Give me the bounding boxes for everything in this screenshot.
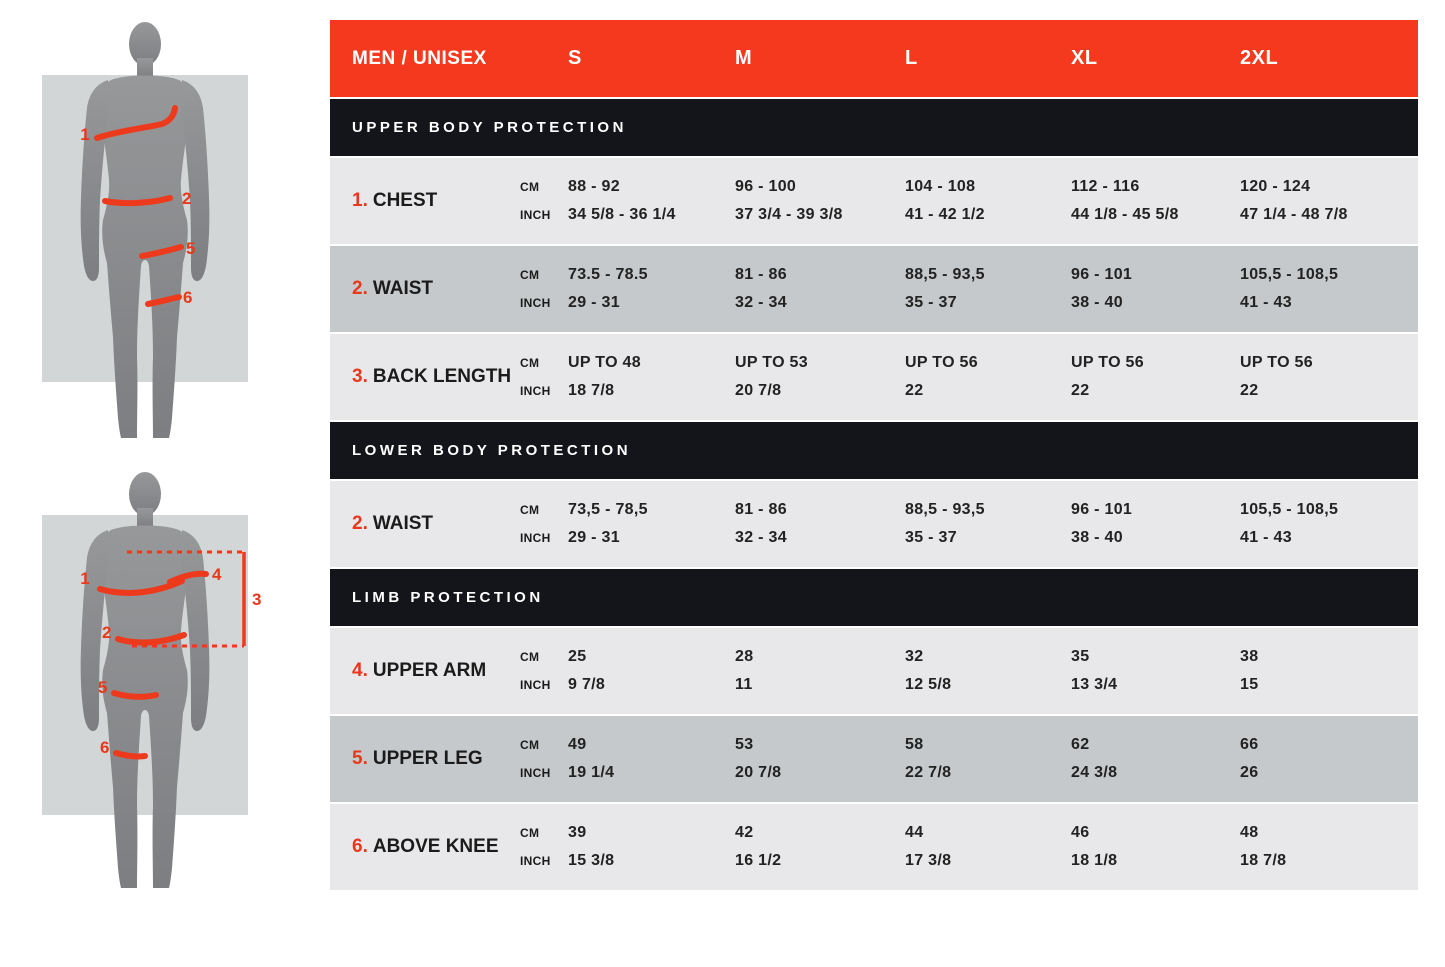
- row-number: 2.: [352, 278, 368, 299]
- size-value-cell-2xl: UP TO 56 22: [1240, 354, 1313, 399]
- row-number: 4.: [352, 660, 368, 681]
- size-value-cell-s: UP TO 48 18 7/8: [568, 354, 641, 399]
- unit-inch-label: INCH: [520, 208, 551, 222]
- row-number: 2.: [352, 513, 368, 534]
- row-label: [330, 748, 520, 770]
- lower-body-rows: [330, 481, 1418, 567]
- front-figure-illustration: [40, 18, 250, 442]
- unit-labels: [520, 173, 568, 229]
- size-value-cell-l: 104 - 108 41 - 42 1/2: [905, 178, 985, 223]
- marker-3: 3: [252, 590, 262, 609]
- measurement-line-above-knee: [116, 753, 145, 756]
- size-value-cell-m: 81 - 86 32 - 34: [735, 266, 787, 311]
- size-column-header-s: S: [568, 47, 582, 69]
- size-value-cell-s: 49 19 1/4: [568, 736, 615, 781]
- size-value-cell-s: 73,5 - 78,5 29 - 31: [568, 501, 648, 546]
- unit-inch-label: INCH: [520, 854, 551, 868]
- row-name: UPPER LEG: [372, 748, 483, 769]
- size-value-cell-s: 25 9 7/8: [568, 648, 606, 693]
- size-value-cell-s: 73.5 - 78.5 29 - 31: [568, 266, 648, 311]
- section-header-upper-body: [330, 99, 1418, 156]
- marker-1: 1: [80, 569, 90, 588]
- back-figure-illustration: [40, 462, 270, 897]
- unit-cm-label: CM: [520, 356, 540, 370]
- row-name: WAIST: [372, 513, 434, 534]
- size-value-cell-l: 44 17 3/8: [905, 824, 952, 869]
- size-value-cell-m: 28 11: [735, 648, 754, 693]
- table-title: MEN / UNISEX: [352, 47, 487, 69]
- table-row: [330, 628, 1418, 714]
- size-value-cell-l: 32 12 5/8: [905, 648, 952, 693]
- unit-labels: [520, 349, 568, 405]
- row-number: 1.: [352, 190, 368, 211]
- unit-inch-label: INCH: [520, 766, 551, 780]
- row-name: CHEST: [372, 190, 438, 211]
- row-label: [330, 366, 520, 388]
- marker-4: 4: [212, 565, 222, 584]
- row-label: [330, 278, 520, 300]
- size-value-cell-l: 88,5 - 93,5 35 - 37: [905, 501, 985, 546]
- row-number: 6.: [352, 836, 368, 857]
- table-row: [330, 158, 1418, 244]
- size-column-header-2xl: 2XL: [1240, 47, 1279, 69]
- size-value-cell-l: UP TO 56 22: [905, 354, 978, 399]
- size-value-cell-2xl: 105,5 - 108,5 41 - 43: [1240, 501, 1339, 546]
- row-number: 3.: [352, 366, 368, 387]
- unit-cm-label: CM: [520, 650, 540, 664]
- size-value-cell-2xl: 120 - 124 47 1/4 - 48 7/8: [1240, 178, 1348, 223]
- size-value-cell-m: 96 - 100 37 3/4 - 39 3/8: [735, 178, 843, 223]
- row-name: ABOVE KNEE: [372, 836, 499, 857]
- marker-2: 2: [102, 623, 112, 642]
- unit-cm-label: CM: [520, 826, 540, 840]
- size-column-header-xl: XL: [1071, 47, 1098, 69]
- row-label: [330, 660, 520, 682]
- unit-inch-label: INCH: [520, 531, 551, 545]
- unit-cm-label: CM: [520, 738, 540, 752]
- unit-cm-label: CM: [520, 503, 540, 517]
- upper-body-rows: [330, 158, 1418, 420]
- size-value-cell-s: 39 15 3/8: [568, 824, 615, 869]
- row-name: WAIST: [372, 278, 434, 299]
- unit-inch-label: INCH: [520, 384, 551, 398]
- size-value-cell-2xl: 105,5 - 108,5 41 - 43: [1240, 266, 1339, 311]
- row-label: [330, 190, 520, 212]
- table-row: [330, 334, 1418, 420]
- size-value-cell-xl: 96 - 101 38 - 40: [1071, 501, 1133, 546]
- table-row: [330, 804, 1418, 890]
- section-title: LOWER BODY PROTECTION: [352, 442, 632, 459]
- marker-5: 5: [98, 678, 108, 697]
- size-value-cell-xl: 35 13 3/4: [1071, 648, 1118, 693]
- marker-2: 2: [182, 189, 192, 208]
- size-value-cell-xl: 96 - 101 38 - 40: [1071, 266, 1133, 311]
- row-label: [330, 513, 520, 535]
- table-row: [330, 481, 1418, 567]
- size-value-cell-l: 58 22 7/8: [905, 736, 952, 781]
- size-value-cell-xl: 46 18 1/8: [1071, 824, 1118, 869]
- table-row: [330, 716, 1418, 802]
- unit-labels: [520, 819, 568, 875]
- limb-rows: [330, 628, 1418, 890]
- size-value-cell-m: 53 20 7/8: [735, 736, 782, 781]
- unit-cm-label: CM: [520, 268, 540, 282]
- size-value-cell-xl: UP TO 56 22: [1071, 354, 1144, 399]
- unit-labels: [520, 731, 568, 787]
- unit-labels: [520, 643, 568, 699]
- size-column-header-m: M: [735, 47, 753, 69]
- table-row: [330, 246, 1418, 332]
- unit-cm-label: CM: [520, 180, 540, 194]
- section-header-limb: [330, 569, 1418, 626]
- row-name: UPPER ARM: [372, 660, 487, 681]
- size-value-cell-2xl: 48 18 7/8: [1240, 824, 1287, 869]
- size-value-cell-m: 81 - 86 32 - 34: [735, 501, 787, 546]
- unit-labels: [520, 261, 568, 317]
- size-chart-table: [330, 20, 1418, 890]
- size-value-cell-xl: 62 24 3/8: [1071, 736, 1118, 781]
- marker-6: 6: [183, 288, 193, 307]
- size-value-cell-2xl: 66 26: [1240, 736, 1259, 781]
- size-value-cell-m: 42 16 1/2: [735, 824, 782, 869]
- size-value-cell-2xl: 38 15: [1240, 648, 1259, 693]
- size-value-cell-xl: 112 - 116 44 1/8 - 45 5/8: [1071, 178, 1179, 223]
- size-value-cell-m: UP TO 53 20 7/8: [735, 354, 808, 399]
- unit-inch-label: INCH: [520, 678, 551, 692]
- size-value-cell-s: 88 - 92 34 5/8 - 36 1/4: [568, 178, 676, 223]
- size-value-cell-l: 88,5 - 93,5 35 - 37: [905, 266, 985, 311]
- row-label: [330, 836, 520, 858]
- section-title: LIMB PROTECTION: [352, 589, 544, 606]
- row-number: 5.: [352, 748, 368, 769]
- row-name: BACK LENGTH: [372, 366, 512, 387]
- size-column-header-l: L: [905, 47, 918, 69]
- unit-inch-label: INCH: [520, 296, 551, 310]
- marker-1: 1: [80, 125, 90, 144]
- section-title: UPPER BODY PROTECTION: [352, 119, 627, 136]
- marker-6: 6: [100, 738, 110, 757]
- section-header-lower-body: [330, 422, 1418, 479]
- unit-labels: [520, 496, 568, 552]
- table-header-row: [330, 20, 1418, 97]
- marker-5: 5: [186, 239, 196, 258]
